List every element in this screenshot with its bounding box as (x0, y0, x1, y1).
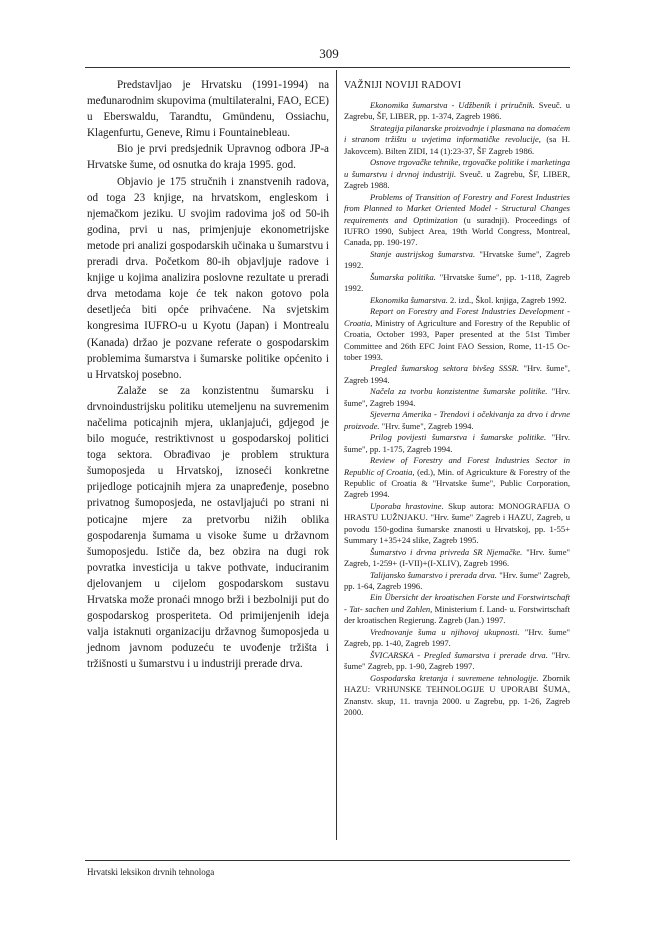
footer-rule (85, 860, 570, 861)
work-entry (344, 100, 570, 123)
work-details: "Hrvatske šume", pp. 1-118, Zagreb 1992. (344, 271, 570, 294)
work-title: Uporaba hrastovine. (370, 500, 444, 511)
work-title: Šumarstvo i drvna privreda SR Njemačke. (370, 546, 523, 557)
work-entry (344, 673, 570, 719)
work-title: Ekonomika šumarstva - Udžbenik i priručnik. (370, 100, 535, 110)
works-column (344, 79, 570, 718)
work-title: Talijansko šumarstvo i prerada drva. (370, 569, 497, 580)
biography-paragraph: Predstavljao je Hrvatsku (1991-1994) na međunarodnim skupovima (multilateralni, FAO, ECE) u Eberswaldu, Tarandtu, Gmündenu, Ossiachu, Klagenfurtu, Geneve, Rimu i Fountainebleau. (87, 79, 329, 140)
work-title: Osnove trgovačke tehnike, trgovačke politike i marketinga u šumarstvu i drvnoj industriji. (344, 157, 570, 179)
works-list (344, 100, 570, 718)
work-details: "Hrv. šume", pp. 1-175, Zagreb 1994. (344, 432, 570, 454)
work-details: "Hrv. šume", Zagreb 1994. (379, 420, 474, 431)
work-title: Stanje austrijskog šumarstva. (370, 248, 476, 259)
work-details: 2. izd., Škol. knjiga, Zagreb 1992. (447, 294, 567, 305)
work-details: Skup autora: MONOGRAFIJA O HRASTU LUŽNJAKU. "Hrv. šume" Zagreb i HAZU, Zagreb, u povodu 150-godina šumarske znanosti u Hrvatskoj, pp. 1-55+ Summary 1+35+24 slike, Zagreb 1995. (344, 500, 570, 546)
work-details: "Hrv. šume" Zagreb, pp. 1-64, Zagreb 1996. (344, 569, 570, 592)
work-title: Pregled šumarskog sektora bivšeg SSSR. (370, 363, 519, 374)
work-entry (344, 295, 570, 306)
work-entry (344, 272, 570, 295)
page-number: 309 (319, 46, 339, 61)
work-details: (u suradnji). Proceedings of IUFRO 1990, Subject Area, 19th World Congress, Montreal, Canada, pp. 190-197. (344, 214, 570, 248)
work-title: Gospodarska kretanja i suvremene tehnologije. (370, 672, 539, 683)
works-heading: VAŽNIJI NOVIJI RADOVI (344, 80, 462, 91)
work-title: Strategija pilanarske proizvodnje i plasmana na domaćem i stranom tržištu u uvjetima informatičke revolucije, (344, 122, 570, 145)
work-details: "Hrv. šume" Zagreb, pp. 1-90, Zagreb 1997. (344, 649, 571, 672)
work-entry (344, 547, 570, 570)
work-details: "Hrv. šume" Zagreb, pp. 1-40, Zagreb 1997. (344, 626, 570, 649)
biography-paragraph: Zalaže se za konzistentnu šumarsku i drvnoindustrijsku politiku utemeljenu na suvremenim načelima poticajnih mjera, uklanjajući, gdjegod je bilo moguće, restriktivnost u gospodarskoj politici toga sektora. Obrađivao je problem struktura šumoposjeda u Hrvatskoj, iznoseći konkretne prijedloge poticajnih mjera za unapređenje, posebno privatnog šumoposjeda, ne ostavljajući po strani ni poticajne mjere za pretvorbu nižih oblika gospodarenja šumama u visoke šume u državnom šumoposjedu. Ističe da, bez obzira na dugi rok povratka investicija u takve pothvate, induciranim djelovanjem u cijelom gospodarskom sustavu Hrvatska može pronaći mnogo brži i bezbolniji put do gospodarskog prosperiteta. Od primijenjenih ideja valja istaknuti organizaciju državnog šumoposjeda u jednom javnom poduzeću te uvođenje tržišta i tržišnosti u šumarstvu i u industriji prerade drva. (87, 384, 329, 671)
work-entry (344, 455, 570, 501)
work-title: Sjeverna Amerika - Trendovi i očekivanja za drvo i drvne proizvode. (344, 409, 570, 431)
work-entry (344, 432, 570, 455)
work-entry (344, 570, 570, 593)
work-entry (344, 157, 570, 191)
work-details: Sveuč. u Zagrebu, ŠF, LIBER, Zagreb 1988. (344, 168, 570, 191)
work-details: Ministry of Agriculture and Forestry of the Republic of Croatia, October 1993, Paper presented at the 51st Timber Committee and 26th EFC Joint FAO Session, Rome, 11-15 Oc- tober 1993. (344, 317, 570, 362)
work-title: Problems of Transition of Forestry and Forest Industries from Planned to Market Oriented Model - Structural Changes requirements and Optimization (344, 191, 570, 225)
work-title: Ekonomika šumarstva. (370, 294, 448, 305)
work-entry (344, 249, 570, 272)
biography-paragraph: Bio je prvi predsjednik Upravnog odbora JP-a Hrvatske šume, od osnutka do kraja 1995. god. (87, 143, 329, 172)
work-details: (ed.), Min. of Agricukture & Forestry of the Republic of Croatia & "Hrvatske šume", Public Corporation, Zagreb 1994. (344, 466, 570, 500)
work-entry (344, 123, 570, 157)
work-entry (344, 627, 570, 650)
header-rule (85, 67, 570, 68)
work-details: Ministerium f. Land- u. Forstwirtschaft der kroatischen Regierung. Zagreb (Jan.) 1997. (344, 603, 570, 626)
biography-paragraph: Objavio je 175 stručnih i znanstvenih radova, od toga 23 knjige, na hrvatskom, engleskom i njemačkom jeziku. U svojim radovima još od 50-ih godina, prvi u nas, primjenjuje ekonometrijske metode pri analizi gospodarskih učinaka u šumarstvu i preradi drva. Početkom 80-ih objavljuje radove i knjige u kojima analizira poslovne rezultate u preradi drva metodama koje će tek nakon gotovo pola desetljeća biti opće prihvaćene. Na svjetskim kongresima IUFRO-u u Kyotu (Japan) i Montrealu (Kanada) držao je pozvane referate o gospodarskim problemima šumarstva i šumarske politike općenito i u Hrvatskoj posebno. (87, 175, 329, 381)
running-footer: Hrvatski leksikon drvnih tehnologa (87, 867, 215, 877)
work-title: Vrednovanje šuma u njihovoj ukupnosti. (370, 626, 520, 637)
work-details: Zbornik HAZU: VRHUNSKE TEHNOLOGIJE U UPORABI ŠUMA, Znanstv. skup, 11. travnja 2000. u Zagrebu, pp. 1-26, Zagreb 2000. (344, 672, 570, 718)
work-title: ŠVICARSKA - Pregled šumarstva i prerade drva. (370, 649, 548, 660)
work-entry (344, 192, 570, 249)
work-title: Prilog povijesti šumarstva i šumarske politike. (370, 432, 547, 443)
column-divider (336, 70, 337, 840)
work-details: "Hrvatske šume", Zagreb 1992. (344, 248, 570, 271)
work-title: Review of Forestry and Forest Industries Sector in Republic of Croatia, (344, 455, 570, 477)
work-entry (344, 592, 570, 626)
work-details: Sveuč. u Zagrebu, ŠF, LIBER, pp. 1-374, Zagreb 1986. (344, 100, 570, 122)
work-entry (344, 501, 570, 547)
work-entry (344, 306, 570, 363)
work-entry (344, 409, 570, 432)
work-details: "Hrv. šume", Zagreb 1994. (344, 363, 571, 385)
work-details: "Hrv. šume" Zagreb, 1-259+ (I-VII)+(I-XLIV), Zagreb 1996. (344, 546, 570, 569)
work-details: (sa H. Jakovcem). Bilten ZIDI, 14 (1):23-37, ŠF Zagreb 1986. (344, 134, 570, 156)
work-entry (344, 386, 570, 409)
work-title: Report on Forestry and Forest Industries Development - Croatia, (344, 306, 570, 328)
work-title: Šumarska politika. (370, 271, 436, 282)
work-title: Ein Übersicht der kroatischen Forste und Forstwirtschaft - Tat- sachen und Zahlen, (344, 592, 570, 614)
work-title: Načela za tvorbu konzistentne šumarske politike. (370, 386, 548, 397)
work-details: "Hrv. šume", Zagreb 1994. (344, 386, 570, 408)
biography-column (87, 77, 329, 672)
work-entry (344, 650, 570, 673)
work-entry (344, 363, 570, 386)
